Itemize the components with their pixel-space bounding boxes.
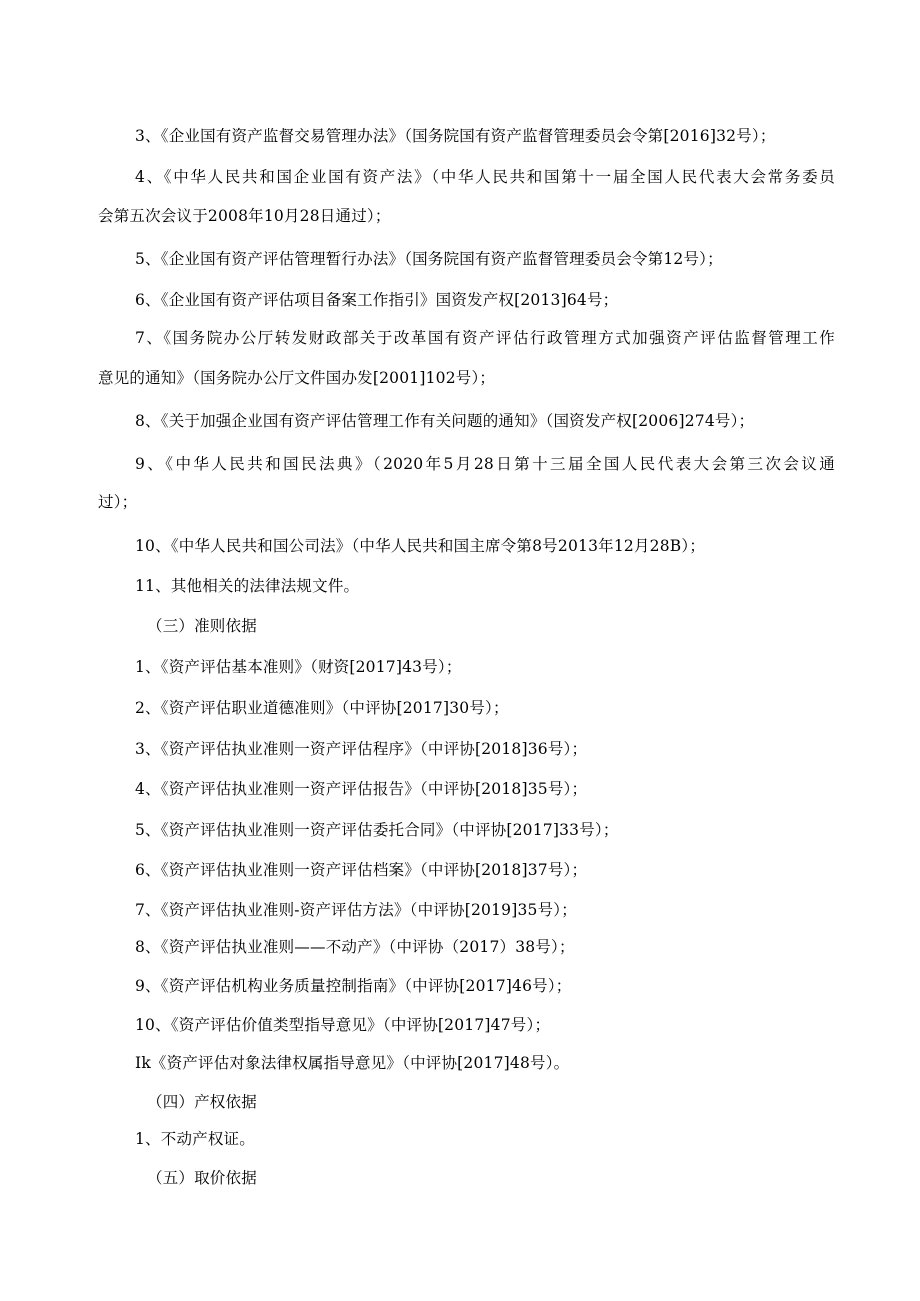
- standard-item-4: 4、《资产评估执业准则一资产评估报告》（中评协[2018]35号）；: [135, 780, 588, 798]
- law-item-7-line-2: 意见的通知》（国务院办公厅文件国办发[2001]102号）；: [98, 369, 496, 387]
- law-item-10: 10、《中华人民共和国公司法》（中华人民共和国主席令第8号2013年12月28B）；: [135, 537, 706, 555]
- standard-item-6: 6、《资产评估执业准则一资产评估档案》（中评协[2018]37号）；: [135, 861, 588, 879]
- law-item-9-line-1: 9、《中华人民共和国民法典》（2020年5月28日第十三届全国人民代表大会第三次会议通: [135, 455, 835, 473]
- standard-item-1: 1、《资产评估基本准则》（财资[2017]43号）；: [135, 658, 462, 676]
- standard-item-10: 10、《资产评估价值类型指导意见》（中评协[2017]47号）；: [135, 1016, 551, 1034]
- law-item-6: 6、《企业国有资产评估项目备案工作指引》国资发产权[2013]64号；: [135, 291, 619, 309]
- law-item-9-line-2: 过）；: [98, 493, 138, 511]
- law-item-11: 11、其他相关的法律法规文件。: [135, 577, 360, 595]
- standard-item-7: 7、《资产评估执业准则-资产评估方法》（中评协[2019]35号）；: [135, 901, 577, 919]
- standard-item-11: Ik《资产评估对象法律权属指导意见》（中评协[2017]48号）。: [135, 1054, 570, 1072]
- standard-item-8: 8、《资产评估执业准则——不动产》（中评协（2017）38号）；: [135, 938, 575, 956]
- law-item-8: 8、《关于加强企业国有资产评估管理工作有关问题的通知》（国资发产权[2006]274号）；: [135, 412, 755, 430]
- standard-item-3: 3、《资产评估执业准则一资产评估程序》（中评协[2018]36号）；: [135, 740, 588, 758]
- standard-item-9: 9、《资产评估机构业务质量控制指南》（中评协[2017]46号）；: [135, 977, 572, 995]
- standard-item-2: 2、《资产评估职业道德准则》（中评协[2017]30号）；: [135, 699, 509, 717]
- law-item-3: 3、《企业国有资产监督交易管理办法》（国务院国有资产监督管理委员会令第[2016]32号）；: [135, 127, 776, 145]
- section-heading-property: （四）产权依据: [147, 1093, 257, 1111]
- section-heading-pricing: （五）取价依据: [147, 1169, 257, 1187]
- property-item-1: 1、不动产权证。: [135, 1130, 255, 1148]
- standard-item-5: 5、《资产评估执业准则一资产评估委托合同》（中评协[2017]33号）；: [135, 821, 619, 839]
- law-item-7-line-1: 7、《国务院办公厅转发财政部关于改革国有资产评估行政管理方式加强资产评估监督管理工作: [135, 329, 835, 347]
- section-heading-standards: （三）准则依据: [147, 617, 257, 635]
- law-item-5: 5、《企业国有资产评估管理暂行办法》（国务院国有资产监督管理委员会令第12号）；: [135, 250, 723, 268]
- law-item-4-line-2: 会第五次会议于2008年10月28日通过）；: [98, 207, 391, 225]
- law-item-4-line-1: 4、《中华人民共和国企业国有资产法》（中华人民共和国第十一届全国人民代表大会常务委员: [135, 168, 835, 186]
